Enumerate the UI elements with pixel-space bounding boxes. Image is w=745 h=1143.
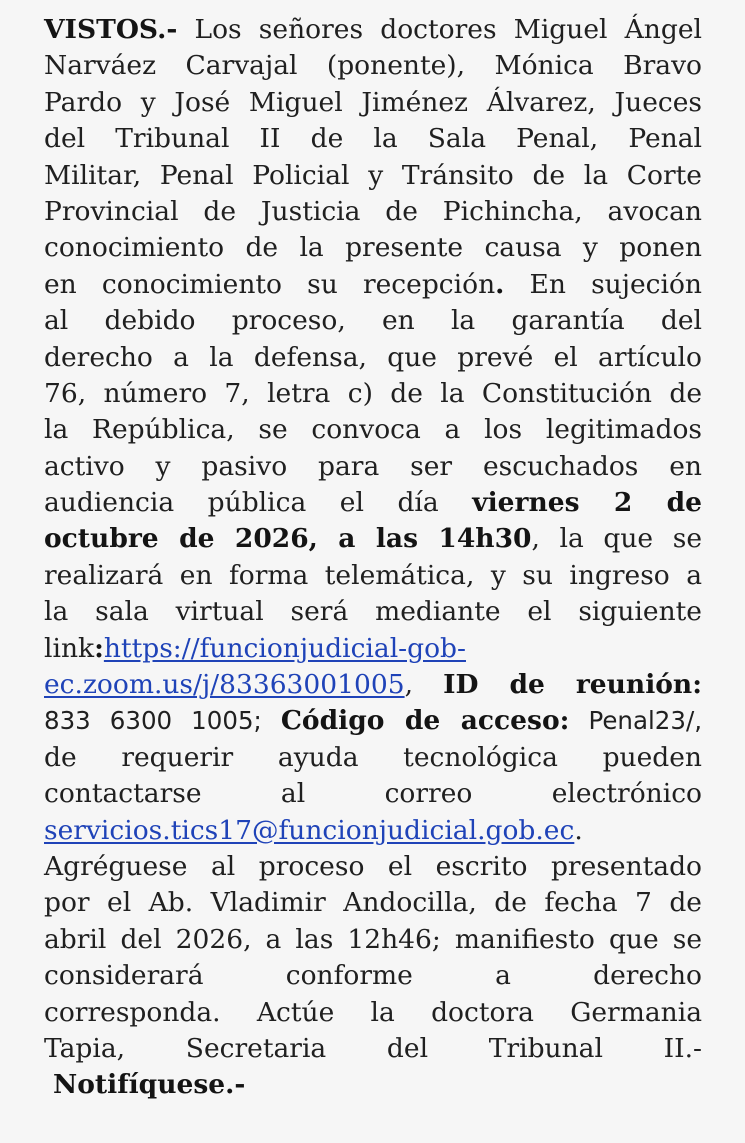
document-line xyxy=(44,813,702,849)
document-line xyxy=(44,849,702,885)
body-text: En sujeción xyxy=(504,268,702,300)
body-text: 833 6300 1005; xyxy=(44,706,281,736)
body-text: , la que se xyxy=(531,523,702,555)
document-line xyxy=(44,485,702,521)
body-text: por el Ab. Vladimir Andocilla, de fecha 7 de xyxy=(44,887,702,919)
body-text: derecho a la defensa, que prevé el artículo xyxy=(44,341,702,373)
body-text: activo y pasivo para ser escuchados en xyxy=(44,450,702,482)
document-line xyxy=(44,267,702,303)
document-line xyxy=(44,303,702,339)
meeting-link[interactable]: https://funcionjudicial-gob- xyxy=(103,632,466,664)
body-text: Narváez Carvajal (ponente), Mónica Bravo xyxy=(44,50,702,82)
body-text: del Tribunal II de la Sala Penal, Penal xyxy=(44,123,702,155)
document-line xyxy=(44,885,702,921)
document-line xyxy=(44,922,702,958)
court-order-document xyxy=(44,12,702,1104)
document-line xyxy=(44,995,702,1031)
body-text: Los señores doctores Miguel Ángel xyxy=(177,14,702,45)
document-line xyxy=(44,376,702,412)
bold-text: Código de acceso: xyxy=(280,705,570,737)
body-text: la República, se convoca a los legitimados xyxy=(44,414,702,446)
body-text: en conocimiento su recepción xyxy=(44,268,496,300)
bold-text: Notifíquese.- xyxy=(53,1069,246,1101)
bold-text: : xyxy=(94,632,104,664)
body-text: Pardo y José Miguel Jiménez Álvarez, Jueces xyxy=(44,86,702,118)
body-text: 76, número 7, letra c) de la Constitución de xyxy=(44,377,702,409)
document-line xyxy=(44,121,702,157)
document-line xyxy=(44,230,702,266)
bold-text: . xyxy=(495,268,505,300)
meeting-link[interactable]: ec.zoom.us/j/83363001005 xyxy=(44,669,405,701)
body-text: al debido proceso, en la garantía del xyxy=(44,305,702,337)
document-line xyxy=(44,158,702,194)
bold-text: VISTOS.- xyxy=(44,14,178,45)
body-text: considerará conforme a derecho xyxy=(44,960,702,992)
body-text: abril del 2026, a las 12h46; manifiesto que se xyxy=(44,923,702,955)
bold-text: viernes 2 de xyxy=(472,487,702,519)
document-line xyxy=(44,667,702,703)
body-text: , xyxy=(404,669,444,701)
document-line xyxy=(44,1067,702,1103)
body-text: Militar, Penal Policial y Tránsito de la Corte xyxy=(44,159,702,191)
body-text: realizará en forma telemática, y su ingreso a xyxy=(44,559,702,591)
body-text: contactarse al correo electrónico xyxy=(44,778,702,810)
body-text: corresponda. Actúe la doctora Germania xyxy=(44,996,702,1028)
document-line xyxy=(44,449,702,485)
document-line xyxy=(44,631,702,667)
body-text: link xyxy=(44,632,95,664)
bold-text: ID de reunión: xyxy=(443,669,702,701)
document-line xyxy=(44,1031,702,1067)
document-line xyxy=(44,85,702,121)
bold-text: octubre de 2026, a las 14h30 xyxy=(44,523,532,555)
document-line xyxy=(44,776,702,812)
document-line xyxy=(44,412,702,448)
document-line xyxy=(44,521,702,557)
document-line xyxy=(44,740,702,776)
document-line xyxy=(44,48,702,84)
body-text: conocimiento de la presente causa y ponen xyxy=(44,232,702,264)
body-text: la sala virtual será mediante el siguiente xyxy=(44,596,702,628)
body-text: de requerir ayuda tecnológica pueden xyxy=(44,741,702,773)
document-line xyxy=(44,340,702,376)
document-line xyxy=(44,703,702,739)
document-line xyxy=(44,594,702,630)
document-line xyxy=(44,194,702,230)
body-text: Agréguese al proceso el escrito presentado xyxy=(44,850,702,882)
document-line xyxy=(44,958,702,994)
body-text: Provincial de Justicia de Pichincha, avocan xyxy=(44,195,702,227)
document-line xyxy=(44,558,702,594)
body-text: Tapia, Secretaria del Tribunal II.- xyxy=(44,1032,702,1064)
body-text: Penal23/, xyxy=(569,706,702,736)
body-text: audiencia pública el día xyxy=(44,487,473,519)
body-text: . xyxy=(574,814,583,846)
document-line xyxy=(44,12,702,48)
email-link[interactable]: servicios.tics17@funcionjudicial.gob.ec xyxy=(44,814,575,846)
